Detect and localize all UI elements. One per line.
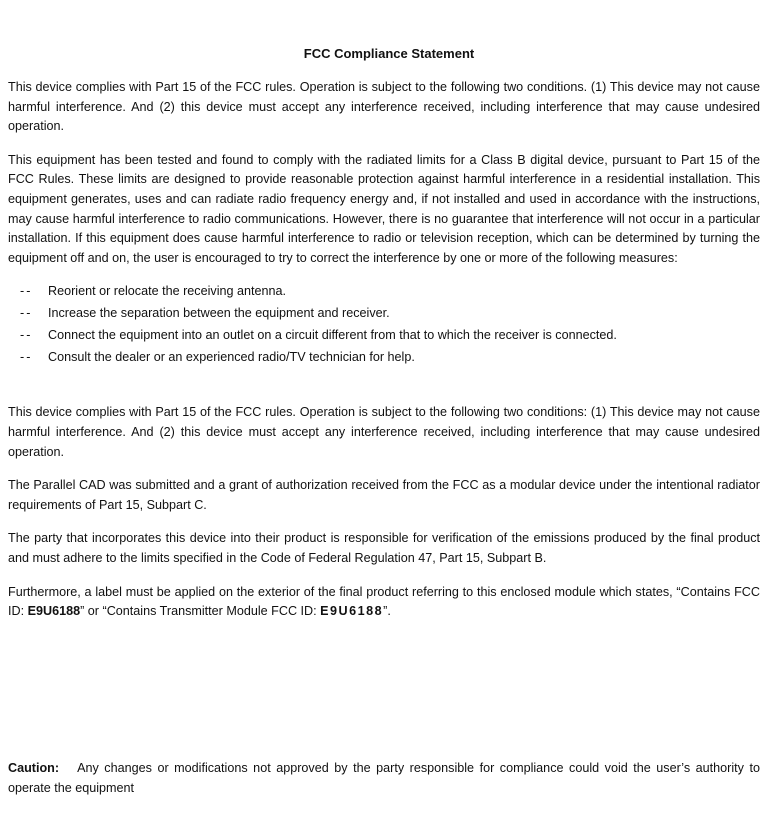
caution-text: Any changes or modifications not approved by the party responsible for compliance could void the user’s authority to operate the equipment bbox=[8, 761, 760, 795]
list-dash: -- bbox=[20, 328, 33, 343]
document-title: FCC Compliance Statement bbox=[303, 46, 475, 61]
caution-label: Caution: bbox=[8, 761, 60, 775]
label-text-before: Furthermore, a label must be applied on the exterior of the final product referring to this enclosed module which states, “Contains FCC ID: bbox=[8, 584, 760, 619]
measure-text: Increase the separation between the equipment and receiver. bbox=[48, 306, 390, 321]
paragraph-class-b: This equipment has been tested and found to comply with the radiated limits for a Class B digital device, pursuant to Part 15 of the FCC Rules. These limits are designed to provide reasonable protection against harmful interference in a residential installation. This equipment generates, uses and can radiate radio frequency energy and, if not installed and used in accordance with the instructions, may cause harmful interference to radio communications. However, there is no guarantee that interference will not occur in a particular installation. If this equipment does cause harmful interference to radio or television reception, which can be determined by turning the equipment off and on, the user is encouraged to try to correct the interference by one or more of the following measures: bbox=[8, 152, 760, 265]
list-dash: -- bbox=[20, 350, 33, 365]
paragraph-modular-grant: The Parallel CAD was submitted and a grant of authorization received from the FCC as a modular device under the intentional radiator requirements of Part 15, Subpart C. bbox=[8, 478, 760, 512]
label-text-middle: ” or “Contains Transmitter Module FCC ID: bbox=[80, 604, 321, 619]
label-text-after: ”. bbox=[383, 604, 391, 619]
paragraph-conditions-2: This device complies with Part 15 of the FCC rules. Operation is subject to the following two conditions: (1) This device may not cause harmful interference. And (2) this device must accept any interference received, including interference that may cause undesired operation. bbox=[8, 405, 760, 459]
measure-text: Connect the equipment into an outlet on a circuit different from that to which the receiver is connected. bbox=[48, 328, 617, 343]
caution-note bbox=[8, 759, 760, 798]
fcc-id-value: E9U6188 bbox=[27, 604, 81, 619]
paragraph-responsibility: The party that incorporates this device into their product is responsible for verification of the emissions produced by the final product and must adhere to the limits specified in the Code of Federal Regulation 47, Part 15, Subpart B. bbox=[8, 531, 760, 565]
fcc-id-value: E9U6188 bbox=[320, 604, 384, 619]
paragraph-conditions-1: This device complies with Part 15 of the FCC rules. Operation is subject to the following two conditions. (1) This device may not cause harmful interference. And (2) this device must accept any interference received, including interference that may cause undesired operation. bbox=[8, 80, 760, 134]
list-item bbox=[20, 302, 760, 324]
list-dash: -- bbox=[20, 284, 33, 299]
list-item bbox=[20, 280, 760, 302]
list-item bbox=[20, 346, 760, 368]
measure-text: Reorient or relocate the receiving antenna. bbox=[48, 284, 287, 299]
measure-text: Consult the dealer or an experienced radio/TV technician for help. bbox=[48, 350, 415, 365]
list-dash: -- bbox=[20, 306, 33, 321]
list-item bbox=[20, 324, 760, 346]
paragraph-label-requirement bbox=[8, 583, 760, 622]
measures-list bbox=[8, 280, 760, 368]
